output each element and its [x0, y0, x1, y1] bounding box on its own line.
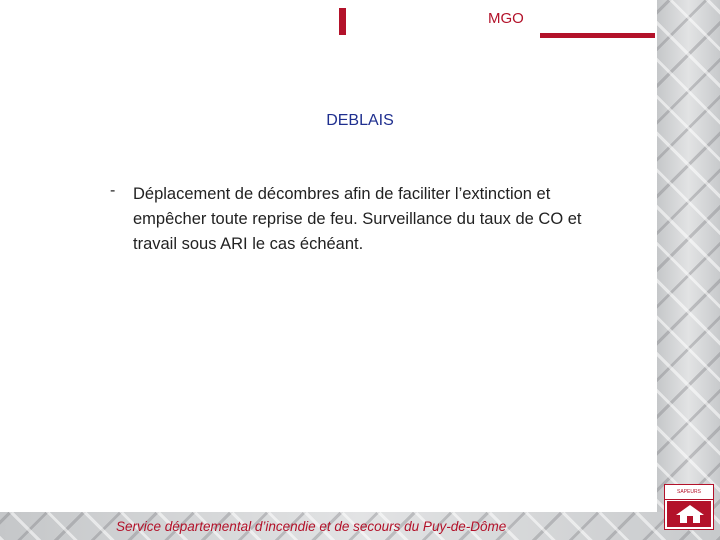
- logo-top-text: SAPEURS: [665, 485, 713, 500]
- header-tag: MGO: [488, 10, 524, 27]
- bullet-text: Déplacement de décombres afin de faciliter l’extinction et empêcher toute reprise de feu. Surveillance du taux de CO et travail sous ARI le cas échéant.: [133, 185, 582, 253]
- footer-text: Service départemental d’incendie et de secours du Puy-de-Dôme: [116, 519, 507, 534]
- bullet-marker: -: [110, 182, 116, 199]
- page-title: DEBLAIS: [326, 112, 394, 129]
- red-underline: [540, 33, 655, 38]
- house-emblem-icon: [667, 501, 713, 527]
- sdis-logo: [664, 484, 714, 530]
- red-vertical-bar: [339, 8, 346, 35]
- logo-emblem: [667, 501, 711, 527]
- diamond-plate-right-strip: [657, 0, 720, 540]
